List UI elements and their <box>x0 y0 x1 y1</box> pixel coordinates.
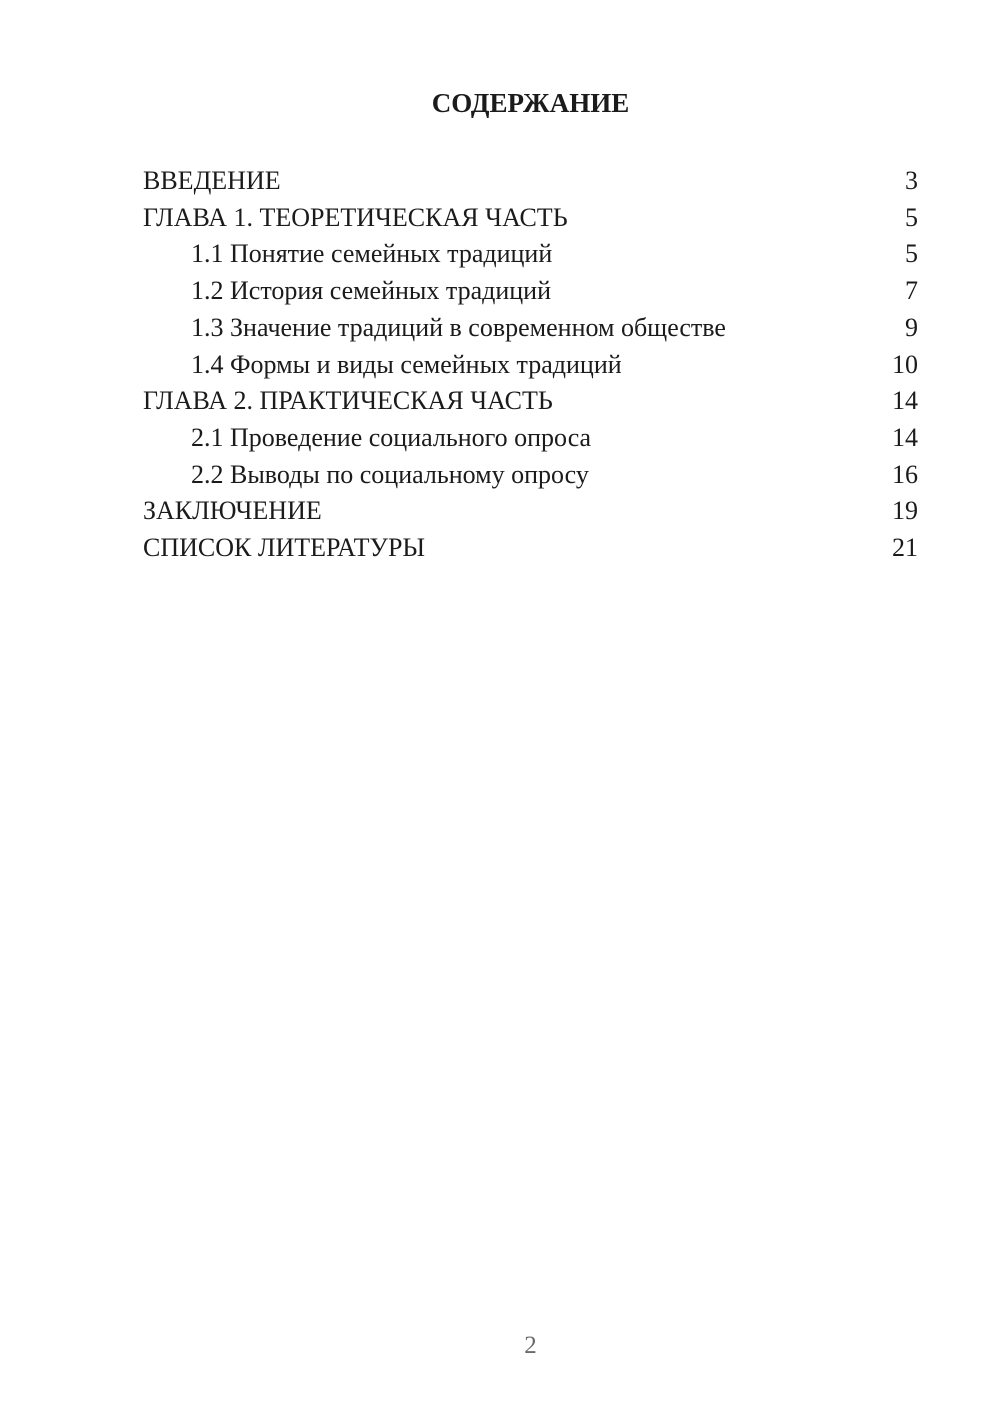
toc-entry-label: СПИСОК ЛИТЕРАТУРЫ <box>143 533 426 563</box>
toc-entry-page: 5 <box>905 202 918 232</box>
toc-entry-label: 1.4 Формы и виды семейных традиций <box>191 349 622 379</box>
toc-list <box>143 163 918 567</box>
toc-entry <box>143 457 918 494</box>
toc-entry-label: 1.1 Понятие семейных традиций <box>191 239 553 269</box>
toc-entry-label: ГЛАВА 2. ПРАКТИЧЕСКАЯ ЧАСТЬ <box>143 386 553 416</box>
toc-entry-page: 14 <box>892 386 918 416</box>
toc-entry <box>143 200 918 237</box>
page-number: 2 <box>524 1332 537 1359</box>
toc-entry-page: 16 <box>892 459 918 489</box>
toc-entry <box>143 310 918 347</box>
toc-entry-page: 19 <box>892 496 918 526</box>
toc-entry-label: 2.2 Выводы по социальному опросу <box>191 459 589 489</box>
toc-entry-page: 7 <box>905 276 918 306</box>
toc-entry <box>143 420 918 457</box>
toc-entry <box>143 530 918 567</box>
toc-entry <box>143 383 918 420</box>
page-title: СОДЕРЖАНИЕ <box>431 88 630 118</box>
toc-entry-page: 10 <box>892 349 918 379</box>
toc-entry-page: 5 <box>905 239 918 269</box>
toc-entry-label: ГЛАВА 1. ТЕОРЕТИЧЕСКАЯ ЧАСТЬ <box>143 202 568 232</box>
toc-entry-label: ВВЕДЕНИЕ <box>143 166 281 195</box>
page-footer <box>143 1333 918 1358</box>
toc-entry-page: 21 <box>892 533 918 563</box>
toc-entry-label: 2.1 Проведение социального опроса <box>191 422 592 452</box>
toc-entry <box>143 347 918 384</box>
toc-entry <box>143 493 918 530</box>
toc-entry <box>143 273 918 310</box>
toc-entry-label: 1.2 История семейных традиций <box>191 276 552 306</box>
toc-entry <box>143 163 918 200</box>
toc-entry-label: ЗАКЛЮЧЕНИЕ <box>143 496 322 526</box>
toc-entry-page: 9 <box>905 312 918 342</box>
toc-entry-page: 14 <box>892 422 918 452</box>
toc-entry-page: 3 <box>905 166 918 195</box>
toc-entry <box>143 236 918 273</box>
toc-entry-label: 1.3 Значение традиций в современном обществе <box>191 312 726 342</box>
